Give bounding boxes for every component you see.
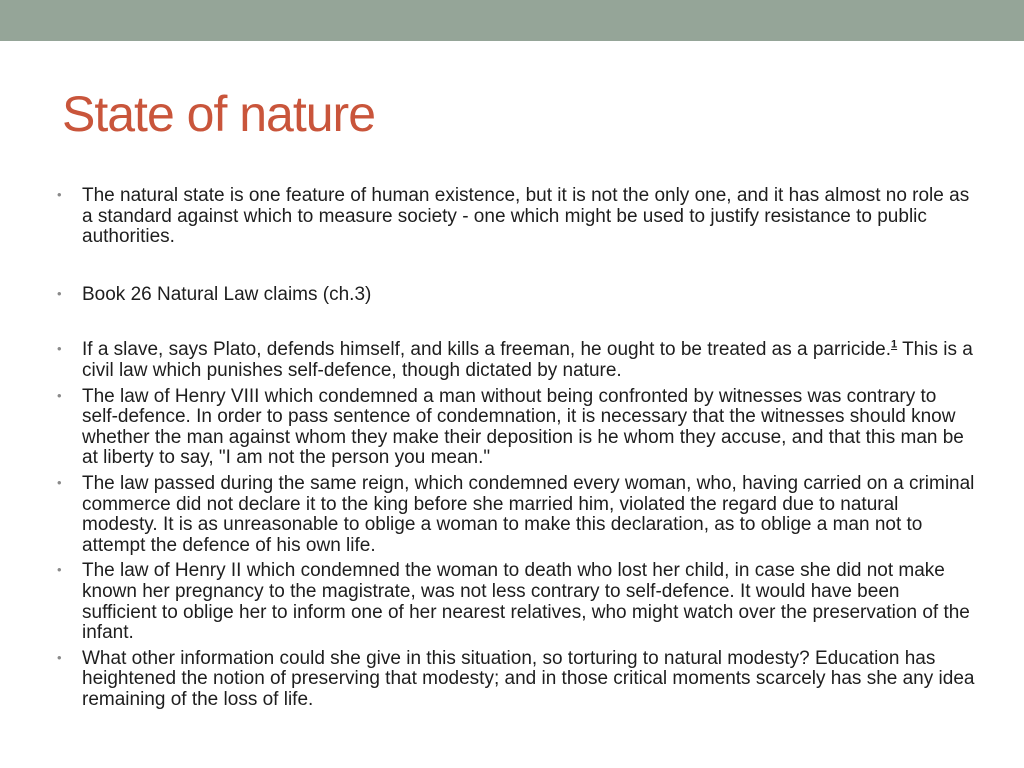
header-band: [0, 0, 1024, 41]
bullet-item: [56, 649, 976, 711]
bullet-text: The natural state is one feature of human existence, but it is not the only one, and it has almost no role as a standard against which to measure society - one which might be used to justify resistance to public authorities.: [82, 185, 970, 248]
bullet-icon: •: [57, 387, 62, 403]
bullet-text: What other information could she give in this situation, so torturing to natural modesty? Education has heightened the notion of preserving that modesty; and in those critical moments scarcely has she any idea remaining of the loss of life.: [82, 647, 975, 710]
bullet-item: [56, 474, 976, 556]
bullet-icon: •: [57, 562, 62, 578]
bullet-item: [56, 285, 976, 306]
bullet-text-continued: This is a civil law which punishes self-defence, though dictated by nature.: [82, 339, 973, 381]
bullet-item: [56, 561, 976, 643]
bullet-list: [56, 186, 976, 710]
bullet-text: The law passed during the same reign, which condemned every woman, who, having carried on a criminal commerce did not declare it to the king before she married him, violated the regard due to natural modesty. It is as unreasonable to oblige a woman to make this declaration, as to oblige a man not to attempt the defence of his own life.: [82, 472, 975, 556]
bullet-text: The law of Henry II which condemned the woman to death who lost her child, in case she did not make known her pregnancy to the magistrate, was not less contrary to self-defence. It would have been sufficient to oblige her to inform one of her nearest relatives, who might watch over the preservation of the infant.: [82, 560, 970, 644]
bullet-icon: •: [57, 649, 62, 665]
bullet-icon: •: [57, 341, 62, 357]
bullet-icon: •: [57, 187, 62, 202]
slide-title: State of nature: [62, 86, 376, 142]
bullet-text: The law of Henry VIII which condemned a man without being confronted by witnesses was contrary to self-defence. In order to pass sentence of condemnation, it is necessary that the witnesses should know whether the man against whom they make their deposition is he whom they accuse, and that this man be at liberty to say, "I am not the person you mean.": [82, 385, 964, 469]
bullet-item: [56, 387, 976, 469]
bullet-item: [56, 186, 976, 248]
bullet-icon: •: [57, 285, 62, 301]
bullet-text: If a slave, says Plato, defends himself, and kills a freeman, he ought to be treated as a parricide.: [82, 339, 892, 361]
bullet-text: Book 26 Natural Law claims (ch.3): [82, 283, 372, 305]
bullet-item: [56, 340, 976, 381]
bullet-icon: •: [57, 474, 62, 490]
footnote-link[interactable]: 1: [891, 339, 898, 352]
